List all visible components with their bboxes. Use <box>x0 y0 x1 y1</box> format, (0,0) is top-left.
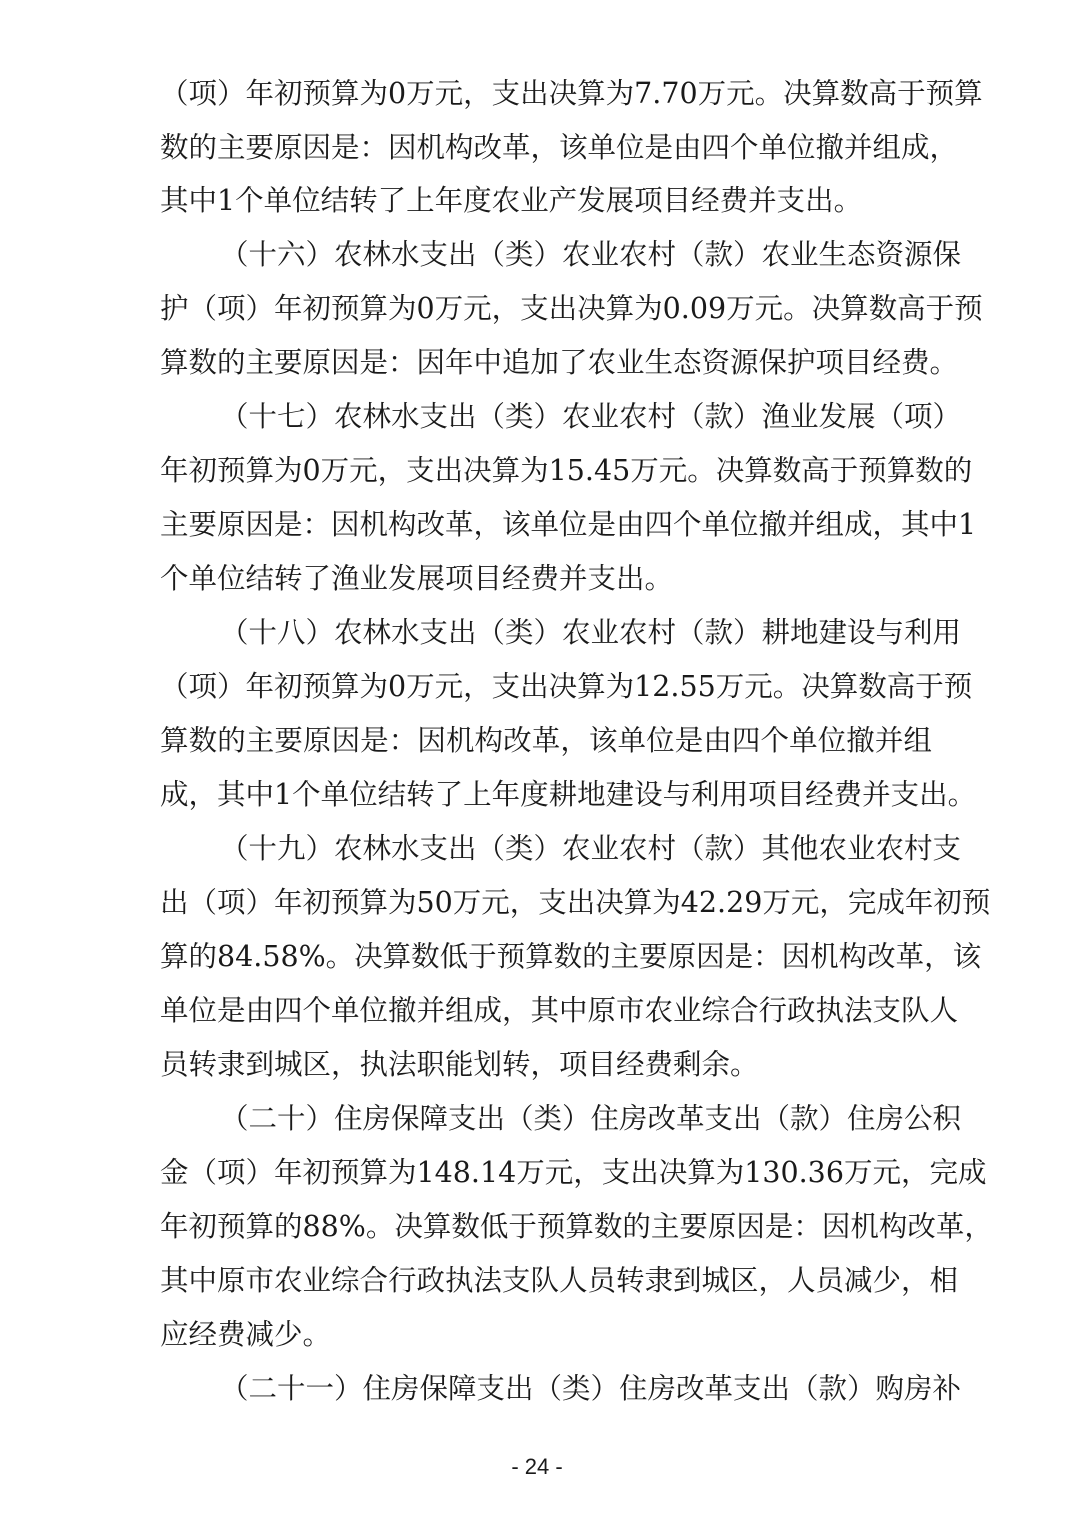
text-line: 其中原市农业综合行政执法支队人员转隶到城区，人员减少，相 <box>160 1264 959 1297</box>
text-line: （十七）农林水支出（类）农业农村（款）渔业发展（项） <box>220 400 962 433</box>
text-line: 个单位结转了渔业发展项目经费并支出。 <box>160 562 674 595</box>
text-line: （十八）农林水支出（类）农业农村（款）耕地建设与利用 <box>220 616 962 649</box>
text-line: 年初预算的88%。决算数低于预算数的主要原因是：因机构改革， <box>160 1210 993 1243</box>
text-line: （十六）农林水支出（类）农业农村（款）农业生态资源保 <box>220 238 962 271</box>
text-line: （二十）住房保障支出（类）住房改革支出（款）住房公积 <box>220 1102 962 1135</box>
text-line: 算的84.58%。决算数低于预算数的主要原因是：因机构改革，该 <box>160 940 982 973</box>
text-line: 应经费减少。 <box>160 1318 332 1351</box>
text-line: 其中1个单位结转了上年度农业产发展项目经费并支出。 <box>160 184 863 217</box>
page-number: - 24 - <box>511 1454 563 1479</box>
text-line: 员转隶到城区，执法职能划转，项目经费剩余。 <box>160 1048 759 1081</box>
text-line: （十九）农林水支出（类）农业农村（款）其他农业农村支 <box>220 832 962 865</box>
text-line: 算数的主要原因是：因机构改革，该单位是由四个单位撤并组 <box>160 724 932 757</box>
text-line: 主要原因是：因机构改革，该单位是由四个单位撤并组成，其中1 <box>160 508 977 541</box>
text-line: 数的主要原因是：因机构改革，该单位是由四个单位撤并组成， <box>160 131 959 164</box>
text-line: 护（项）年初预算为0万元，支出决算为0.09万元。决算数高于预 <box>160 292 983 325</box>
text-line: 成，其中1个单位结转了上年度耕地建设与利用项目经费并支出。 <box>160 778 977 811</box>
text-line: （项）年初预算为0万元，支出决算为12.55万元。决算数高于预 <box>160 670 973 703</box>
text-line: 金（项）年初预算为148.14万元，支出决算为130.36万元，完成 <box>160 1156 987 1189</box>
text-line: （项）年初预算为0万元，支出决算为7.70万元。决算数高于预算 <box>160 77 983 110</box>
text-line: 算数的主要原因是：因年中追加了农业生态资源保护项目经费。 <box>160 346 959 379</box>
text-line: 年初预算为0万元，支出决算为15.45万元。决算数高于预算数的 <box>160 454 973 487</box>
text-line: 单位是由四个单位撤并组成，其中原市农业综合行政执法支队人 <box>160 994 959 1027</box>
text-line: （二十一）住房保障支出（类）住房改革支出（款）购房补 <box>220 1372 962 1405</box>
text-line: 出（项）年初预算为50万元，支出决算为42.29万元，完成年初预 <box>160 886 991 919</box>
